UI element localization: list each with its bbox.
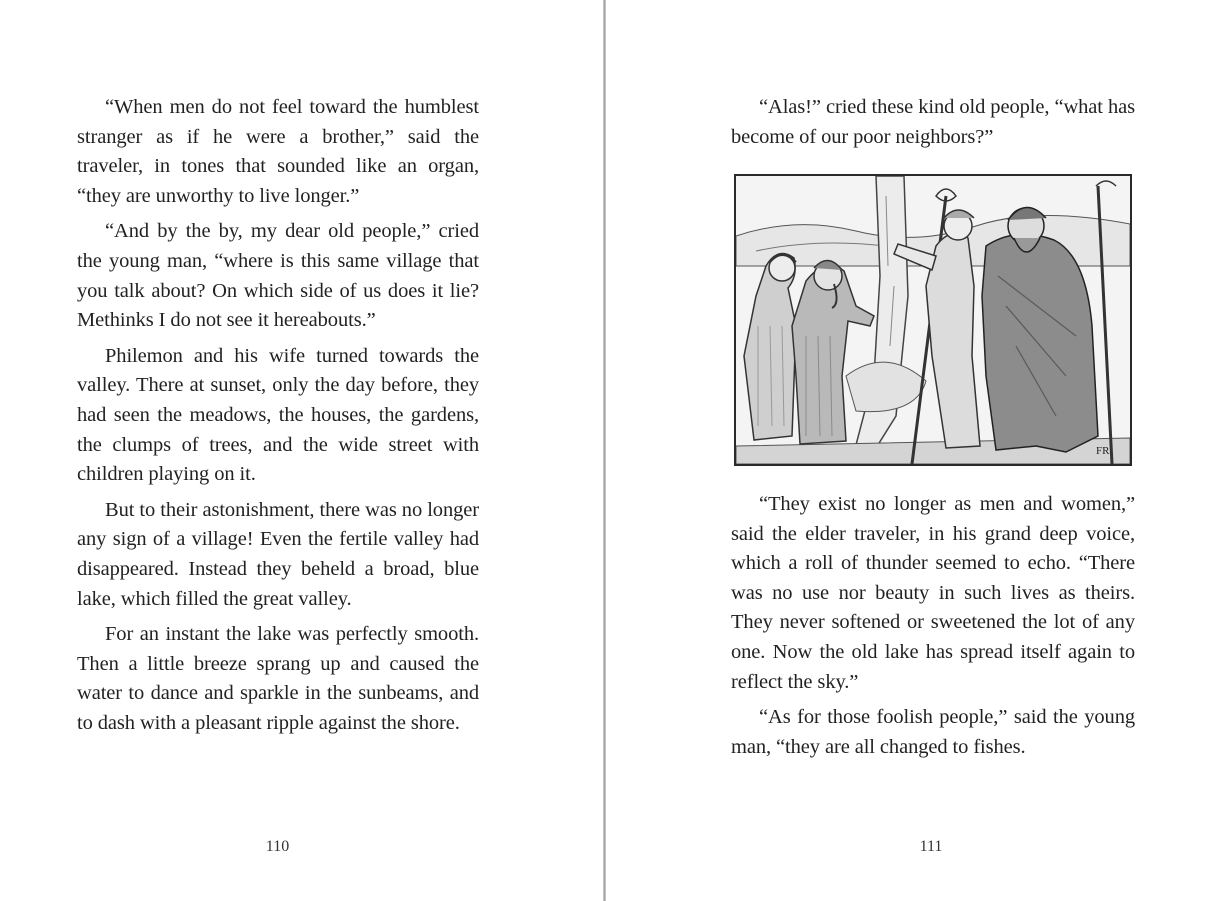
illustration-figures [734,174,1132,466]
illustration-signature: FR [1096,445,1110,457]
left-page-text [77,93,479,744]
page-number-left: 110 [265,838,290,855]
paragraph: “They exist no longer as men and women,” said the elder traveler, in his grand deep voice, which a roll of thunder seemed to echo. “There was no use nor beauty in such lives as theirs. They never softened or sweetened the lot of any one. Now the old lake has spread itself again to reflect the sky.” [731,493,1135,693]
paragraph: For an instant the lake was perfectly smooth. Then a little breeze sprang up and caused the water to dance and sparkle in the sunbeams, and to dash with a pleasant ripple against the shore. [77,623,479,734]
paragraph: “As for those foolish people,” said the young man, “they are all changed to fishes. [731,706,1135,758]
right-page-text-top [731,93,1135,158]
page-number-right: 111 [919,838,943,855]
right-page-text-bottom [731,490,1135,768]
illustration-drawing [736,176,1130,464]
paragraph: Philemon and his wife turned towards the valley. There at sunset, only the day before, they had seen the meadows, the houses, the gardens, the clumps of trees, and the wide street with children playing on it. [77,344,479,486]
paragraph: But to their astonishment, there was no longer any sign of a village! Even the fertile valley had disappeared. Instead they beheld a broad, blue lake, which filled the great valley. [77,498,479,610]
right-page [606,0,1208,901]
paragraph: “Alas!” cried these kind old people, “what has become of our poor neighbors?” [731,96,1135,148]
paragraph: “And by the by, my dear old people,” cried the young man, “where is this same village that you talk about? On which side of us does it lie? Methinks I do not see it hereabouts.” [77,220,479,332]
paragraph: “When men do not feel toward the humblest stranger as if he were a brother,” said the traveler, in tones that sounded like an organ, “they are unworthy to live longer.” [77,96,479,207]
left-page [0,0,603,901]
